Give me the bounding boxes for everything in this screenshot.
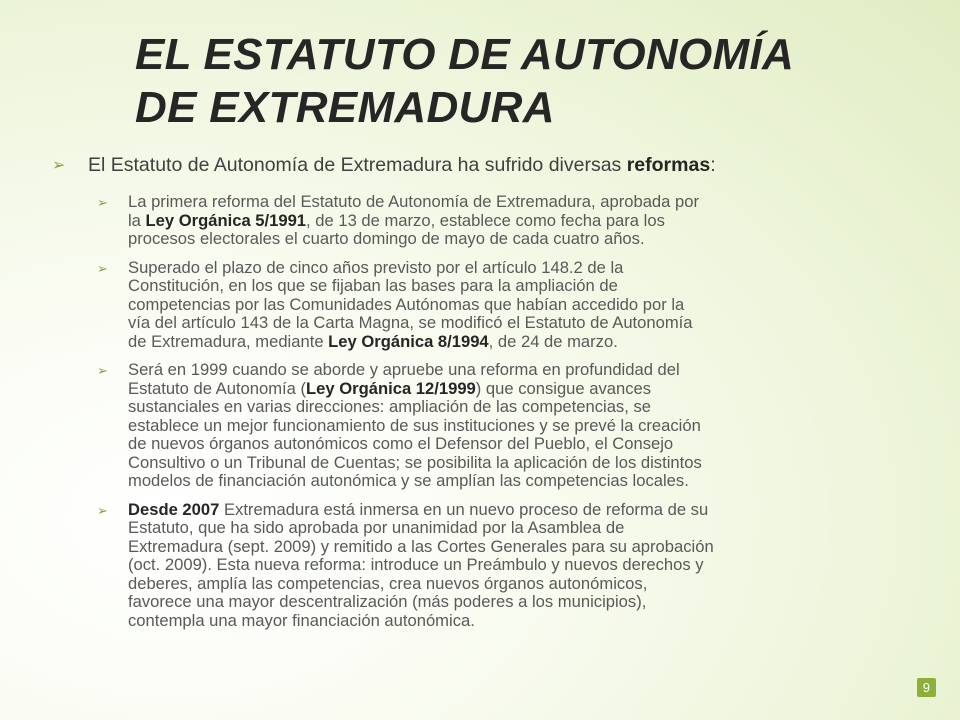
intro-text-suffix: :: [710, 154, 716, 176]
reform-item-line: La primera reforma del Estatuto de Autonomía de Extremadura, aprobada por: [128, 192, 699, 211]
intro-text: [88, 153, 716, 177]
reform-item-line: sustanciales en varias direcciones: ampliación de las competencias, se: [128, 397, 651, 416]
reform-item-line: Constitución, en los que se fijaban las bases para la ampliación de: [128, 276, 618, 295]
reform-item-line: competencias por las Comunidades Autónomas que habían accedido por la: [128, 294, 685, 314]
arrow-right-bullet-icon: ➢: [97, 260, 108, 276]
reform-item-line: vía del artículo 143 de la Carta Magna, se modificó el Estatuto de Autonomía: [128, 313, 693, 332]
reform-list: [97, 193, 907, 630]
page-number: 9: [917, 678, 936, 697]
reform-item-line: Consultivo o un Tribunal de Cuentas; se posibilita la aplicación de los distintos: [128, 452, 702, 472]
reform-item-line: de Extremadura, mediante Ley Orgánica 8/1994, de 24 de marzo.: [128, 331, 618, 351]
reform-item-line: favorece una mayor descentralización (más poderes a los municipios),: [128, 592, 647, 611]
reform-item-line: deberes, amplía las competencias, crea nuevos órganos autonómicos,: [128, 573, 648, 593]
reform-item-line: modelos de financiación autonómica y se amplían las competencias locales.: [128, 471, 689, 490]
law-reference: Ley Orgánica 5/1991: [145, 210, 307, 230]
reform-item-line: procesos electorales el cuarto domingo de mayo de cada cuatro años.: [128, 229, 645, 248]
law-reference: Ley Orgánica 8/1994: [328, 331, 489, 351]
reform-item: [97, 501, 907, 631]
reform-item-line: Desde 2007 Extremadura está inmersa en un nuevo proceso de reforma de su: [128, 499, 709, 519]
arrow-right-bullet-icon: ➢: [97, 502, 108, 518]
arrow-right-bullet-icon: ➢: [97, 363, 108, 378]
reform-item-line: Superado el plazo de cinco años previsto por el artículo 148.2 de la: [128, 257, 624, 277]
reform-item-line: Será en 1999 cuando se aborde y apruebe una reforma en profundidad del: [128, 360, 680, 379]
reform-item: [97, 361, 907, 491]
intro-text-plain: El Estatuto de Autonomía de Extremadura ha sufrido diversas: [88, 154, 627, 176]
arrow-right-bullet-icon: ➢: [52, 157, 66, 174]
law-reference: Desde 2007: [128, 499, 220, 519]
title-line-2: DE EXTREMADURA: [135, 83, 555, 132]
reform-item-line: Estatuto de Autonomía (Ley Orgánica 12/1999) que consigue avances: [128, 378, 652, 398]
reform-item-line: Estatuto, que ha sido aprobada por unanimidad por la Asamblea de: [128, 518, 625, 537]
reform-item-line: (oct. 2009). Esta nueva reforma: introduce un Preámbulo y nuevos derechos y: [128, 555, 704, 574]
reform-item-line: establece un mejor funcionamiento de sus instituciones y se prevé la creación: [128, 415, 701, 435]
reform-item-line: Extremadura (sept. 2009) y remitido a las Cortes Generales para su aprobación: [128, 536, 714, 556]
slide-title: [135, 28, 915, 134]
intro-text-bold: reformas: [626, 154, 711, 176]
title-line-1: EL ESTATUTO DE AUTONOMÍA: [135, 30, 795, 79]
arrow-right-bullet-icon: ➢: [97, 195, 108, 210]
reform-item-line: la Ley Orgánica 5/1991, de 13 de marzo, establece como fecha para los: [128, 210, 665, 230]
reform-item-line: de nuevos órganos autonómicos como el Defensor del Pueblo, el Consejo: [128, 434, 674, 453]
reform-item: [97, 259, 907, 352]
reform-item-line: contempla una mayor financiación autonómica.: [128, 610, 475, 630]
law-reference: Ley Orgánica 12/1999: [306, 378, 476, 398]
reform-item: [97, 193, 907, 249]
